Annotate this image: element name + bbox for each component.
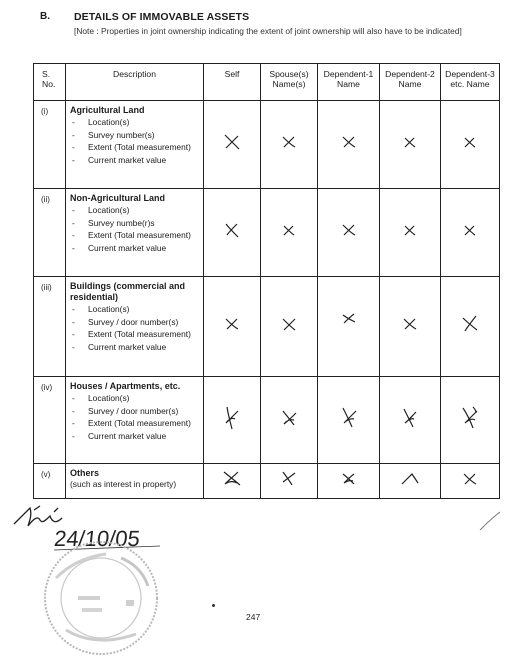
row-item: - Extent (Total measurement) xyxy=(72,329,203,340)
row-category: Buildings (commercial and residential) xyxy=(70,281,186,302)
cross-mark-icon xyxy=(279,408,299,428)
cell-dependent-3 xyxy=(441,101,500,189)
row-item: - Survey number(s) xyxy=(72,130,203,141)
col-header-self: Self xyxy=(204,64,261,101)
row-sno: (ii) xyxy=(34,189,66,277)
row-sno: (iv) xyxy=(34,377,66,464)
cell-dependent-1 xyxy=(318,189,380,277)
cross-mark-icon xyxy=(402,223,418,238)
cell-dependent-2 xyxy=(380,464,441,499)
speck xyxy=(212,604,215,607)
col-header-dependent-2: Dependent-2 Name xyxy=(380,64,441,101)
immovable-assets-table xyxy=(33,63,500,499)
row-description xyxy=(66,189,204,277)
col-header-description: Description xyxy=(66,64,204,101)
cell-dependent-3 xyxy=(441,277,500,377)
cell-spouse xyxy=(261,101,318,189)
section-title: DETAILS OF IMMOVABLE ASSETS xyxy=(74,11,250,23)
table-row xyxy=(34,377,500,464)
cross-mark-icon xyxy=(340,134,358,150)
official-stamp-seal xyxy=(36,538,166,658)
row-sno: (v) xyxy=(34,464,66,499)
page-number: 247 xyxy=(246,612,261,622)
row-item: - Extent (Total measurement) xyxy=(72,418,203,429)
row-category: Others xyxy=(70,468,100,478)
cross-mark-icon xyxy=(222,133,242,151)
cross-mark-icon xyxy=(460,314,480,334)
cross-mark-icon xyxy=(339,406,359,430)
cell-self xyxy=(204,277,261,377)
cross-mark-icon xyxy=(220,469,244,489)
cell-spouse xyxy=(261,189,318,277)
row-sno: (i) xyxy=(34,101,66,189)
cross-mark-icon xyxy=(280,316,298,333)
cross-mark-icon xyxy=(339,471,359,487)
cell-self xyxy=(204,189,261,277)
row-item: - Location(s) xyxy=(72,304,203,315)
cell-dependent-2 xyxy=(380,189,441,277)
row-item: - Location(s) xyxy=(72,393,203,404)
col-header-spouse: Spouse(s) Name(s) xyxy=(261,64,318,101)
row-description xyxy=(66,464,204,499)
margin-mark xyxy=(478,510,502,532)
col-header-sno: S. No. xyxy=(34,64,66,101)
cross-mark-icon xyxy=(462,223,478,238)
row-description xyxy=(66,277,204,377)
row-sno: (iii) xyxy=(34,277,66,377)
cross-mark-icon xyxy=(281,223,297,238)
cell-spouse xyxy=(261,377,318,464)
cell-dependent-1 xyxy=(318,377,380,464)
row-item: - Location(s) xyxy=(72,205,203,216)
cross-mark-icon xyxy=(400,407,420,429)
row-category: Non-Agricultural Land xyxy=(70,193,165,203)
cell-spouse xyxy=(261,277,318,377)
row-item: - Extent (Total measurement) xyxy=(72,142,203,153)
table-row xyxy=(34,101,500,189)
cell-dependent-2 xyxy=(380,101,441,189)
row-item: - Survey numbe(r)s xyxy=(72,218,203,229)
cross-mark-icon xyxy=(461,471,479,487)
cell-dependent-2 xyxy=(380,377,441,464)
row-item: - Survey / door number(s) xyxy=(72,406,203,417)
row-item: - Current market value xyxy=(72,431,203,442)
table-row xyxy=(34,277,500,377)
cross-mark-icon xyxy=(223,316,241,332)
cell-dependent-3 xyxy=(441,377,500,464)
cross-mark-icon xyxy=(223,221,241,239)
cross-mark-icon xyxy=(459,405,481,431)
cell-dependent-1 xyxy=(318,277,380,377)
cross-mark-icon xyxy=(401,316,419,332)
cell-dependent-2 xyxy=(380,277,441,377)
cell-self xyxy=(204,464,261,499)
section-note: [Note : Properties in joint ownership indicating the extent of joint ownership will also have to be indicated] xyxy=(74,26,462,36)
table-row xyxy=(34,464,500,499)
col-header-dependent-3: Dependent-3 etc. Name xyxy=(441,64,500,101)
col-header-dependent-1: Dependent-1 Name xyxy=(318,64,380,101)
row-description xyxy=(66,377,204,464)
row-description xyxy=(66,101,204,189)
cell-self xyxy=(204,101,261,189)
cross-mark-icon xyxy=(462,135,478,150)
cell-dependent-3 xyxy=(441,189,500,277)
row-category: Agricultural Land xyxy=(70,105,145,115)
cross-mark-icon xyxy=(399,471,421,487)
cross-mark-icon xyxy=(280,134,298,150)
row-subtitle: (such as interest in property) xyxy=(70,479,177,489)
cross-mark-icon xyxy=(340,222,358,238)
cross-mark-icon xyxy=(279,470,299,488)
cell-spouse xyxy=(261,464,318,499)
section-letter: B. xyxy=(40,11,50,22)
row-item: - Current market value xyxy=(72,243,203,254)
row-item: - Survey / door number(s) xyxy=(72,317,203,328)
cell-dependent-3 xyxy=(441,464,500,499)
cross-mark-icon xyxy=(340,312,358,336)
row-item: - Location(s) xyxy=(72,117,203,128)
row-item: - Current market value xyxy=(72,342,203,353)
row-item: - Current market value xyxy=(72,155,203,166)
table-row xyxy=(34,189,500,277)
row-category: Houses / Apartments, etc. xyxy=(70,381,181,391)
row-item: - Extent (Total measurement) xyxy=(72,230,203,241)
signature-date: 24/10/05 xyxy=(52,526,142,551)
cross-mark-icon xyxy=(222,405,242,431)
cross-mark-icon xyxy=(402,135,418,150)
cell-dependent-1 xyxy=(318,464,380,499)
table-header-row xyxy=(34,64,500,101)
cell-dependent-1 xyxy=(318,101,380,189)
cell-self xyxy=(204,377,261,464)
